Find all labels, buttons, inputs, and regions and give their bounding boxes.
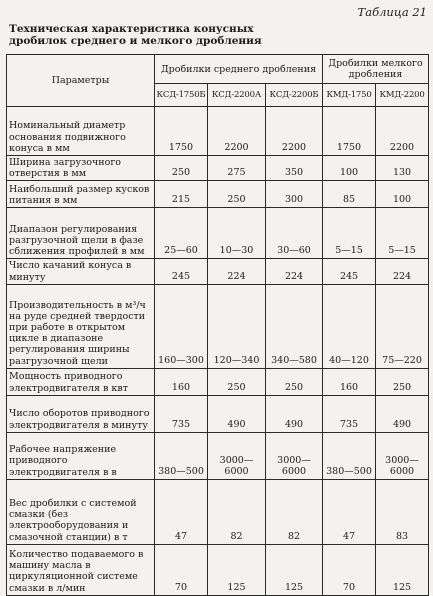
value-cell: 245 (155, 259, 208, 284)
value-cell: 245 (323, 259, 376, 284)
param-cell: Количество подаваемого в машину масла в циркуляционной системе смазки в л/мин (7, 544, 155, 595)
value-cell: 380—500 (323, 432, 376, 479)
value-cell: 2200 (208, 107, 266, 156)
value-cell: 47 (323, 479, 376, 544)
value-cell: 100 (323, 156, 376, 181)
model-header: КСД-1750Б (155, 84, 208, 107)
value-cell: 5—15 (323, 208, 376, 259)
table-row (7, 432, 429, 479)
value-cell: 70 (323, 544, 376, 595)
value-cell: 5—15 (376, 208, 429, 259)
value-cell: 120—340 (208, 284, 266, 368)
table-row (7, 259, 429, 284)
value-cell: 70 (155, 544, 208, 595)
param-cell: Вес дробилки с системой смазки (без электрооборудования и смазочной станции) в т (7, 479, 155, 544)
value-cell: 82 (266, 479, 323, 544)
table-row (7, 107, 429, 156)
value-cell: 250 (208, 368, 266, 395)
value-cell: 83 (376, 479, 429, 544)
value-cell: 300 (266, 181, 323, 208)
value-cell: 340—580 (266, 284, 323, 368)
value-cell: 1750 (323, 107, 376, 156)
value-cell: 160 (323, 368, 376, 395)
param-column-header: Параметры (7, 55, 155, 107)
value-cell: 100 (376, 181, 429, 208)
table-row (7, 479, 429, 544)
value-cell: 125 (376, 544, 429, 595)
value-cell: 224 (266, 259, 323, 284)
value-cell: 490 (266, 395, 323, 432)
table-row (7, 156, 429, 181)
value-cell: 3000—6000 (376, 432, 429, 479)
table-row (7, 284, 429, 368)
value-cell: 250 (266, 368, 323, 395)
param-cell: Число качаний конуса в минуту (7, 259, 155, 284)
param-cell: Номинальный диаметр основания подвижного конуса в мм (7, 107, 155, 156)
model-header: КСД-2200А (208, 84, 266, 107)
value-cell: 25—60 (155, 208, 208, 259)
value-cell: 1750 (155, 107, 208, 156)
model-header: КМД-2200 (376, 84, 429, 107)
value-cell: 10—30 (208, 208, 266, 259)
value-cell: 215 (155, 181, 208, 208)
value-cell: 250 (155, 156, 208, 181)
model-header: КСД-2200Б (266, 84, 323, 107)
value-cell: 2200 (266, 107, 323, 156)
value-cell: 275 (208, 156, 266, 181)
header-group-row (7, 55, 429, 84)
table-title: Техническая характеристика конусных дробилок среднего и мелкого дробления (9, 23, 262, 47)
table-row (7, 181, 429, 208)
value-cell: 224 (208, 259, 266, 284)
value-cell: 250 (376, 368, 429, 395)
value-cell: 490 (376, 395, 429, 432)
table-row (7, 395, 429, 432)
value-cell: 380—500 (155, 432, 208, 479)
param-cell: Наибольший размер кусков питания в мм (7, 181, 155, 208)
value-cell: 3000—6000 (266, 432, 323, 479)
value-cell: 30—60 (266, 208, 323, 259)
param-cell: Рабочее напряжение приводного электродвигателя в в (7, 432, 155, 479)
param-cell: Мощность приводного электродвигателя в квт (7, 368, 155, 395)
param-cell: Ширина загрузочного отверстия в мм (7, 156, 155, 181)
table-row (7, 368, 429, 395)
value-cell: 85 (323, 181, 376, 208)
spec-table (6, 54, 429, 596)
param-cell: Диапазон регулирования разгрузочной щели в фазе сближения профилей в мм (7, 208, 155, 259)
value-cell: 224 (376, 259, 429, 284)
param-cell: Производительность в м³/ч на руде средней твердости при работе в открытом цикле в диапазоне регулирования ширины разгрузочной щели (7, 284, 155, 368)
value-cell: 40—120 (323, 284, 376, 368)
value-cell: 130 (376, 156, 429, 181)
value-cell: 735 (323, 395, 376, 432)
model-header: КМД-1750 (323, 84, 376, 107)
table-row (7, 208, 429, 259)
value-cell: 2200 (376, 107, 429, 156)
value-cell: 82 (208, 479, 266, 544)
value-cell: 3000—6000 (208, 432, 266, 479)
value-cell: 350 (266, 156, 323, 181)
param-cell: Число оборотов приводного электродвигателя в минуту (7, 395, 155, 432)
value-cell: 47 (155, 479, 208, 544)
value-cell: 160—300 (155, 284, 208, 368)
value-cell: 735 (155, 395, 208, 432)
value-cell: 250 (208, 181, 266, 208)
value-cell: 160 (155, 368, 208, 395)
table-row (7, 544, 429, 595)
medium-crushers-header: Дробилки среднего дробления (155, 55, 323, 84)
value-cell: 125 (208, 544, 266, 595)
value-cell: 75—220 (376, 284, 429, 368)
table-label: Таблица 21 (357, 5, 427, 19)
value-cell: 490 (208, 395, 266, 432)
value-cell: 125 (266, 544, 323, 595)
fine-crushers-header: Дробилки мелкого дробления (323, 55, 429, 84)
